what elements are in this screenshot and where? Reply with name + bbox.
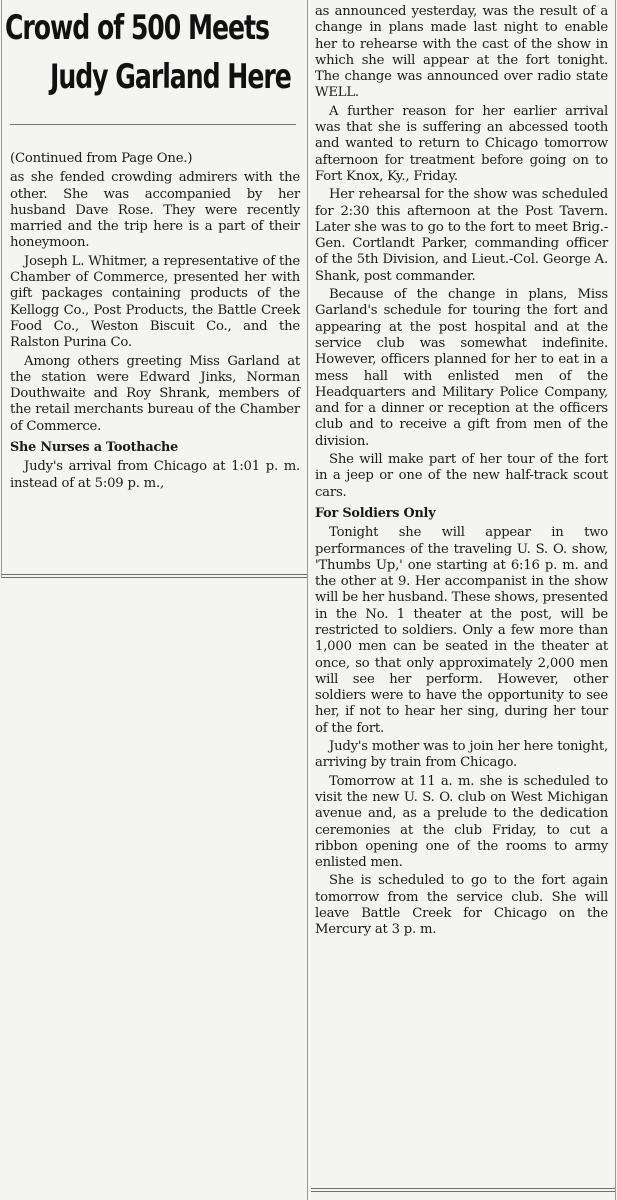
paragraph: Tomorrow at 11 a. m. she is scheduled to visit the new U. S. O. club on West Michigan avenue and, as a prelude to the dedication ceremonies at the club Friday, to cut a ribbon opening one of the rooms to army enlisted men. bbox=[315, 773, 608, 871]
paragraph: Joseph L. Whitmer, a representative of the Chamber of Commerce, presented her with gift packages containing products of the Kellogg Co., Post Products, the Battle Creek Food Co., Weston Biscuit Co., and the Ralston Purina Co. bbox=[10, 253, 300, 351]
continued-note: (Continued from Page One.) bbox=[10, 151, 193, 166]
headline-line-2: Judy Garland Here bbox=[50, 57, 291, 97]
left-column-end-rule bbox=[2, 577, 307, 578]
paragraph: She is scheduled to go to the fort again tomorrow from the service club. She will leave Battle Creek for Chicago on the Mercury at 3 p. m. bbox=[315, 873, 608, 938]
paragraph: as she fended crowding admirers with the other. She was accompanied by her husband Dave Rose. They were recently married and the trip here is a part of their honeymoon. bbox=[10, 170, 300, 251]
left-body bbox=[10, 151, 300, 492]
left-column-end-rule bbox=[2, 574, 307, 575]
subhead: She Nurses a Toothache bbox=[10, 440, 179, 456]
left-border bbox=[1, 0, 2, 578]
paragraph: Among others greeting Miss Garland at the station were Edward Jinks, Norman Douthwaite and Roy Shrank, members of the retail merchants bureau of the Chamber of Commerce. bbox=[10, 353, 300, 434]
paragraph: A further reason for her earlier arrival was that she is suffering an abcessed tooth and wanted to return to Chicago tomorrow afternoon for treatment before going on to Fort Knox, Ky., Friday. bbox=[315, 103, 608, 184]
paragraph: as announced yesterday, was the result of a change in plans made last night to enable her to rehearse with the cast of the show in which she will appear at the fort tonight. The change was announced over radio state WELL. bbox=[315, 4, 608, 101]
headline-rule bbox=[10, 124, 296, 125]
right-body bbox=[315, 4, 608, 939]
paragraph: Judy's mother was to join her here tonight, arriving by train from Chicago. bbox=[315, 739, 608, 771]
paragraph: Judy's arrival from Chicago at 1:01 p. m. instead of at 5:09 p. m., bbox=[10, 459, 300, 491]
right-border bbox=[615, 0, 616, 1200]
right-column-end-rule bbox=[311, 1188, 615, 1189]
paragraph: Because of the change in plans, Miss Garland's schedule for touring the fort and appearing at the post hospital and at the service club was somewhat indefinite. However, officers planned for her to eat in a mess hall with enlisted men of the Headquarters and Military Police Company, and for a dinner or reception at the officers club and to receive a gift from men of the division. bbox=[315, 287, 608, 449]
column-divider bbox=[307, 0, 308, 1200]
paragraph: Tonight she will appear in two performances of the traveling U. S. O. show, 'Thumbs Up,' one starting at 6:16 p. m. and the other at 9. Her accompanist in the show will be her husband. These shows, presented in the No. 1 theater at the post, will be restricted to soldiers. Only a few more than 1,000 men can be seated in the theater at once, so that only approximately 2,000 men will see her perform. However, other soldiers were to have the opportunity to see her, if not to hear her sing, during her tour of the fort. bbox=[315, 525, 608, 736]
paragraph: She will make part of her tour of the fort in a jeep or one of the new half-track scout cars. bbox=[315, 452, 608, 500]
subhead: For Soldiers Only bbox=[315, 505, 436, 521]
headline-line-1: Crowd of 500 Meets bbox=[5, 8, 269, 48]
right-column-end-rule bbox=[311, 1191, 615, 1192]
paragraph: Her rehearsal for the show was scheduled for 2:30 this afternoon at the Post Tavern. Later she was to go to the fort to meet Brig.-Gen. Cortlandt Parker, commanding officer of the 5th Division, and Lieut.-Col. George A. Shank, post commander. bbox=[315, 187, 608, 284]
